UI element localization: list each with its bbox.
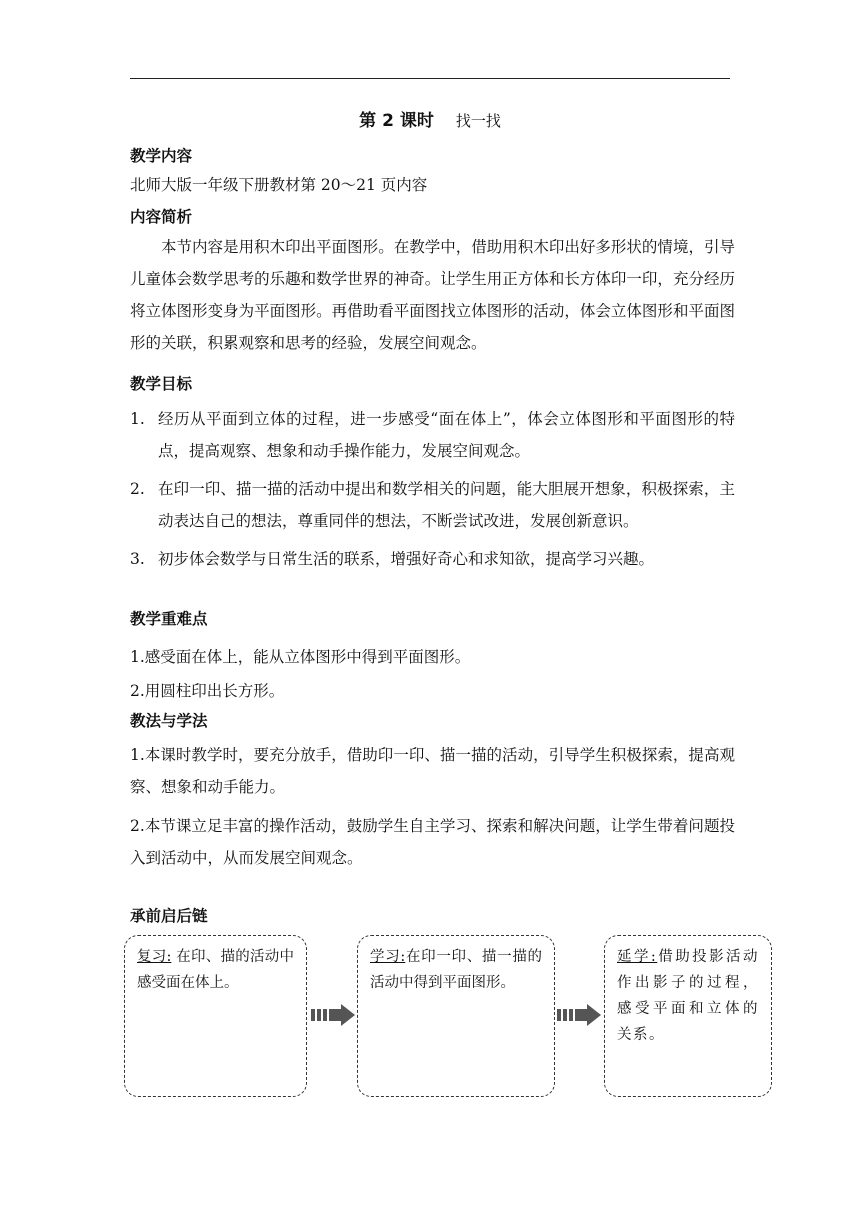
- review-text: 在印、描的活动中感受面在体上。: [137, 949, 294, 991]
- goals-heading: 教学目标: [130, 375, 193, 393]
- content-text: 北师大版一年级下册教材第 20～21 页内容: [130, 176, 428, 194]
- goal-text: 初步体会数学与日常生活的联系，增强好奇心和求知欲，提高学习兴趣。: [158, 550, 655, 568]
- goal-number: 3.: [130, 550, 145, 568]
- study-text: 在印一印、描一描的活动中得到平面图形。: [370, 949, 543, 991]
- brief-text: 本节内容是用积木印出平面图形。在教学中，借助用积木印出好多形状的情境，引导儿童体会数学思考的乐趣和数学世界的神奇。让学生用正方体和长方体印一印，充分经历将立体图形变身为平面图形。再借助看平面图找立体图形的活动，体会立体图形和平面图形的关联，积累观察和思考的经验，发展空间观念。: [130, 238, 735, 352]
- review-box: [124, 935, 307, 1097]
- method-heading: 教法与学法: [130, 712, 208, 730]
- content-heading: 教学内容: [130, 147, 193, 165]
- goal-item: [130, 403, 735, 467]
- header-rule: [130, 78, 730, 79]
- method-item: 1.本课时教学时，要充分放手，借助印一印、描一描的活动，引导学生积极探索，提高观察、想象和动手能力。: [130, 746, 735, 796]
- arrow-right-icon: [557, 1004, 601, 1026]
- lesson-subtitle: 找一找: [455, 112, 501, 130]
- review-label: 复习:: [137, 949, 172, 965]
- goal-number: 1.: [130, 410, 145, 428]
- goals-list: [130, 403, 735, 575]
- extend-label: 延学:: [617, 949, 658, 965]
- method-item: 2.本节课立足丰富的操作活动，鼓励学生自主学习、探索和解决问题，让学生带着问题投入到活动中，从而发展空间观念。: [130, 817, 735, 867]
- brief-heading: 内容简析: [130, 208, 193, 226]
- key-point: 2.用圆柱印出长方形。: [130, 682, 285, 700]
- lesson-title: 第 2 课时: [359, 111, 434, 131]
- key-point: 1.感受面在体上，能从立体图形中得到平面图形。: [130, 648, 471, 666]
- goal-text: 在印一印、描一描的活动中提出和数学相关的问题，能大胆展开想象，积极探索，主动表达自己的想法，尊重同伴的想法，不断尝试改进，发展创新意识。: [158, 480, 735, 530]
- study-label: 学习:: [370, 949, 406, 965]
- goal-text: 经历从平面到立体的过程，进一步感受“面在体上”，体会立体图形和平面图形的特点，提高观察、想象和动手操作能力，发展空间观念。: [158, 410, 735, 460]
- extend-text: 借助投影活动作出影子的过程，感受平面和立体的关系。: [617, 949, 760, 1043]
- goal-item: [130, 543, 735, 575]
- key-heading: 教学重难点: [130, 610, 208, 628]
- extend-box: [604, 935, 772, 1097]
- page-title: [0, 106, 860, 131]
- chain-heading: 承前启后链: [130, 907, 208, 925]
- goal-number: 2.: [130, 480, 145, 498]
- arrow-right-icon: [311, 1004, 355, 1026]
- study-box: [357, 935, 555, 1097]
- goal-item: [130, 473, 735, 537]
